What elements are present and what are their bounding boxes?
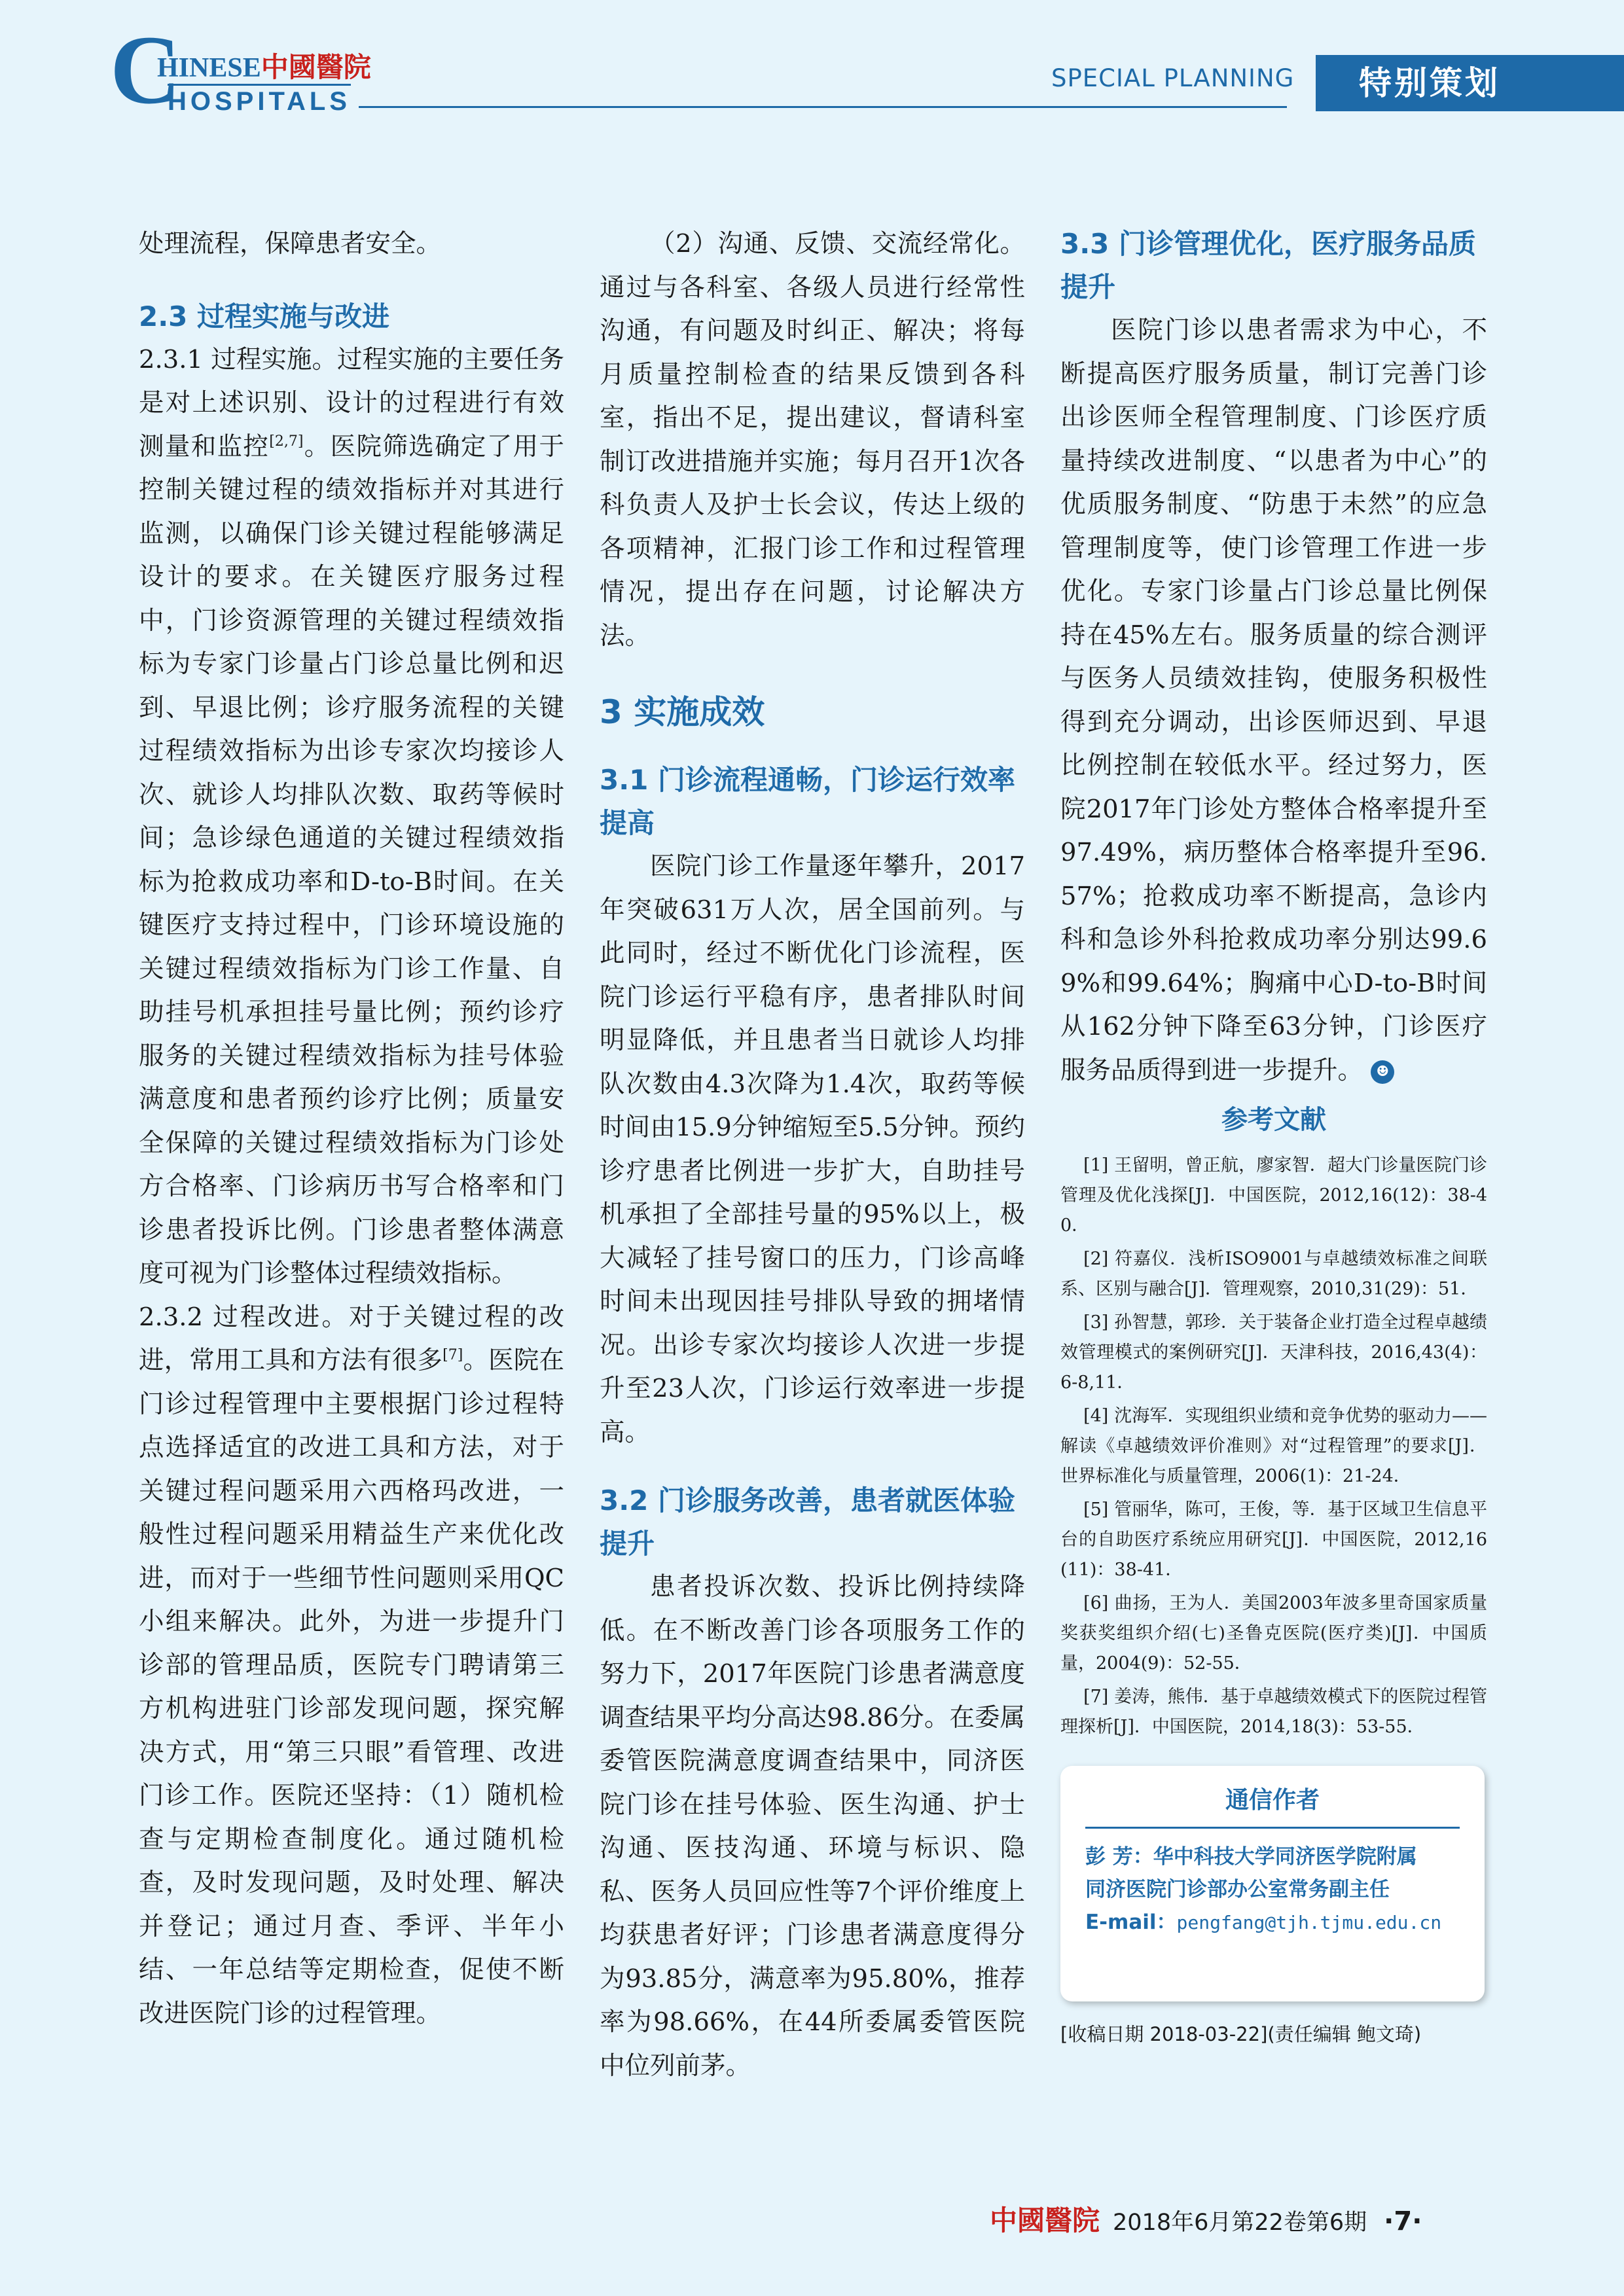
paragraph-2-3-2-text: 2.3.2 过程改进。对于关键过程的改进，常用工具和方法有很多: [139, 1302, 564, 1375]
heading-3: 3 实施成效: [600, 693, 765, 731]
page-number: ·7·: [1384, 2206, 1422, 2236]
heading-3-3: 3.3 门诊管理优化，医疗服务品质提升: [1060, 228, 1477, 303]
paragraph-intro: 处理流程，保障患者安全。: [139, 229, 442, 259]
reference-item: [7] 姜涛，熊伟．基于卓越绩效模式下的医院过程管理探析[J]．中国医院，2014,18(3)：53-55．: [1060, 1687, 1487, 1737]
page-footer: [990, 2199, 1422, 2238]
section-label-en: SPECIAL PLANNING: [1051, 64, 1295, 92]
paragraph-2-3-1-text: 2.3.1 过程实施。过程实施的主要任务是对上述识别、设计的过程进行有效测量和监控: [139, 344, 564, 461]
footer-magazine-name: 中國醫院: [990, 2204, 1100, 2236]
received-date-note: [收稿日期 2018-03-22](责任编辑 鲍文琦): [1060, 2023, 1422, 2045]
reference-item: [2] 符嘉仪．浅析ISO9001与卓越绩效标准之间联系、区别与融合[J]．管理观察，2010,31(29)：51．: [1060, 1249, 1487, 1299]
paragraph-2-3-1-text-b: 。医院筛选确定了用于控制关键过程的绩效指标并对其进行监测，以确保门诊关键过程能够满足设计的要求。在关键医疗服务过程中，门诊资源管理的关键过程绩效指标为专家门诊量占门诊总量比例和迟到、早退比例；诊疗服务流程的关键过程绩效指标为出诊专家次均接诊人次、就诊人均排队次数、取药等候时间；急诊绿色通道的关键过程绩效指标为抢救成功率和D-to-B时间。在关键医疗支持过程中，门诊环境设施的关键过程绩效指标为门诊工作量、自助挂号机承担挂号量比例；预约诊疗服务的关键过程绩效指标为挂号体验满意度和患者预约诊疗比例；质量安全保障的关键过程绩效指标为门诊处方合格率、门诊病历书写合格率和门诊患者投诉比例。门诊患者整体满意度可视为门诊整体过程绩效指标。: [139, 431, 564, 1288]
paragraph-3-2: 患者投诉次数、投诉比例持续降低。在不断改善门诊各项服务工作的努力下，2017年医院门诊患者满意度调查结果平均分高达98.86分。在委属委管医院满意度调查结果中，同济医院门诊在挂号体验、医生沟通、护士沟通、医技沟通、环境与标识、隐私、医务人员回应性等7个评价维度上均获患者好评；门诊患者满意度得分为93.85分，满意率为95.80%，推荐率为98.66%，在44所委属委管医院中位列前茅。: [600, 1572, 1025, 2081]
heading-3-1: 3.1 门诊流程通畅，门诊运行效率提高: [600, 764, 1016, 839]
author-email-line: [1085, 1906, 1460, 1939]
logo-letter-c: C: [110, 16, 181, 124]
paragraph-3-1: 医院门诊工作量逐年攀升，2017年突破631万人次，居全国前列。与此同时，经过不断优化门诊流程，医院门诊运行平稳有序，患者排队时间明显降低，并且患者当日就诊人均排队次数由4.3次降为1.4次，取药等候时间由15.9分钟缩短至5.5分钟。预约诊疗患者比例进一步扩大，自助挂号机承担了全部挂号量的95%以上，极大减轻了挂号窗口的压力，门诊高峰时间未出现因挂号排队导致的拥堵情况。出诊专家次均接诊人次进一步提升至23人次，门诊运行效率进一步提高。: [600, 852, 1025, 1447]
reference-item: [6] 曲扬，王为人．美国2003年波多里奇国家质量奖获奖组织介绍(七)圣鲁克医院(医疗类)[J]．中国质量，2004(9)：52-55．: [1060, 1593, 1487, 1674]
header-rule: [359, 106, 1287, 108]
paragraph-2-3-2: [139, 1296, 564, 2036]
paragraph-3-3: [1060, 309, 1487, 1092]
paragraph-2-3-1: [139, 338, 564, 1296]
section-tag-cn: 特别策划: [1316, 55, 1624, 111]
reference-item: [4] 沈海军．实现组织业绩和竞争优势的驱动力——解读《卓越绩效评价准则》对“过程管理”的要求[J]．世界标准化与质量管理，2006(1)：21-24．: [1060, 1406, 1487, 1486]
paragraph-communication: （2）沟通、反馈、交流经常化。通过与各科室、各级人员进行经常性沟通，有问题及时纠正、解决；将每月质量控制检查的结果反馈到各科室，指出不足，提出建议，督请科室制订改进措施并实施；每月召开1次各科负责人及护士长会议，传达上级的各项精神，汇报门诊工作和过程管理情况，提出存在问题，讨论解决方法。: [600, 229, 1025, 651]
email-link[interactable]: pengfang@tjh.tjmu.edu.cn: [1176, 1912, 1442, 1933]
reference-item: [3] 孙智慧，郭珍．关于装备企业打造全过程卓越绩效管理模式的案例研究[J]．天津科技，2016,43(4)：6-8,11．: [1060, 1312, 1487, 1393]
column-3: [1060, 223, 1487, 2047]
heading-3-2: 3.2 门诊服务改善，患者就医体验提升: [600, 1484, 1016, 1560]
author-affiliation-line-1: 彭 芳：华中科技大学同济医学院附属: [1085, 1845, 1417, 1869]
logo-top-cn: 中國醫院: [261, 51, 371, 83]
references-list: [1060, 1151, 1487, 1742]
column-2: [600, 223, 1025, 2088]
reference-item: [5] 管丽华，陈可，王俊，等．基于区域卫生信息平台的自助医疗系统应用研究[J]．中国医院，2012,16(11)：38-41．: [1060, 1499, 1487, 1580]
citation-7: [7]: [442, 1347, 463, 1364]
citation-2-7: [2,7]: [269, 433, 304, 450]
corresponding-author-box: [1060, 1766, 1485, 2001]
author-affiliation-line-2: 同济医院门诊部办公室常务副主任: [1085, 1878, 1390, 1901]
footer-issue: 2018年6月第22卷第6期: [1113, 2210, 1367, 2236]
reference-item: [1] 王留明，曾正航，廖家智．超大门诊量医院门诊管理及优化浅探[J]．中国医院，2012,16(12)：38-40．: [1060, 1155, 1487, 1236]
logo-top-text: [157, 46, 371, 85]
references-title: 参考文献: [1221, 1105, 1326, 1135]
paragraph-3-3-text: 医院门诊以患者需求为中心，不断提高医疗服务质量，制订完善门诊出诊医师全程管理制度、门诊医疗质量持续改进制度、“以患者为中心”的优质服务制度、“防患于未然”的应急管理制度等，使门诊管理工作进一步优化。专家门诊量占门诊总量比例保持在45%左右。服务质量的综合测评与医务人员绩效挂钩，使服务积极性得到充分调动，出诊医师迟到、早退比例控制在较低水平。经过努力，医院2017年门诊处方整体合格率提升至97.49%，病历整体合格率提升至96.57%；抢救成功率不断提高，急诊内科和急诊外科抢救成功率分别达99.69%和99.64%；胸痛中心D-to-B时间从162分钟下降至63分钟，门诊医疗服务品质得到进一步提升。: [1060, 315, 1487, 1085]
corresponding-author-title: 通信作者: [1085, 1782, 1460, 1829]
journal-logo: [110, 16, 372, 124]
heading-2-3: 2.3 过程实施与改进: [139, 300, 390, 332]
column-1: [139, 223, 564, 2036]
paragraph-2-3-2-text-b: 。医院在门诊过程管理中主要根据门诊过程特点选择适宜的改进工具和方法，对于关键过程问题采用六西格玛改进，一般性过程问题采用精益生产来优化改进，而对于一些细节性问题则采用QC小组来解决。此外，为进一步提升门诊部的管理品质，医院专门聘请第三方机构进驻门诊部发现问题，探究解决方式，用“第三只眼”看管理、改进门诊工作。医院还坚持：（1）随机检查与定期检查制度化。通过随机检查，及时发现问题，及时处理、解决并登记；通过月查、季评、半年小结、一年总结等定期检查，促使不断改进医院门诊的过程管理。: [139, 1346, 564, 2028]
end-mark-icon: ☻: [1371, 1060, 1394, 1084]
logo-top-en: HINESE: [157, 53, 261, 83]
logo-bottom-text: HOSPITALS: [168, 84, 351, 117]
email-label: E-mail：: [1085, 1910, 1177, 1934]
